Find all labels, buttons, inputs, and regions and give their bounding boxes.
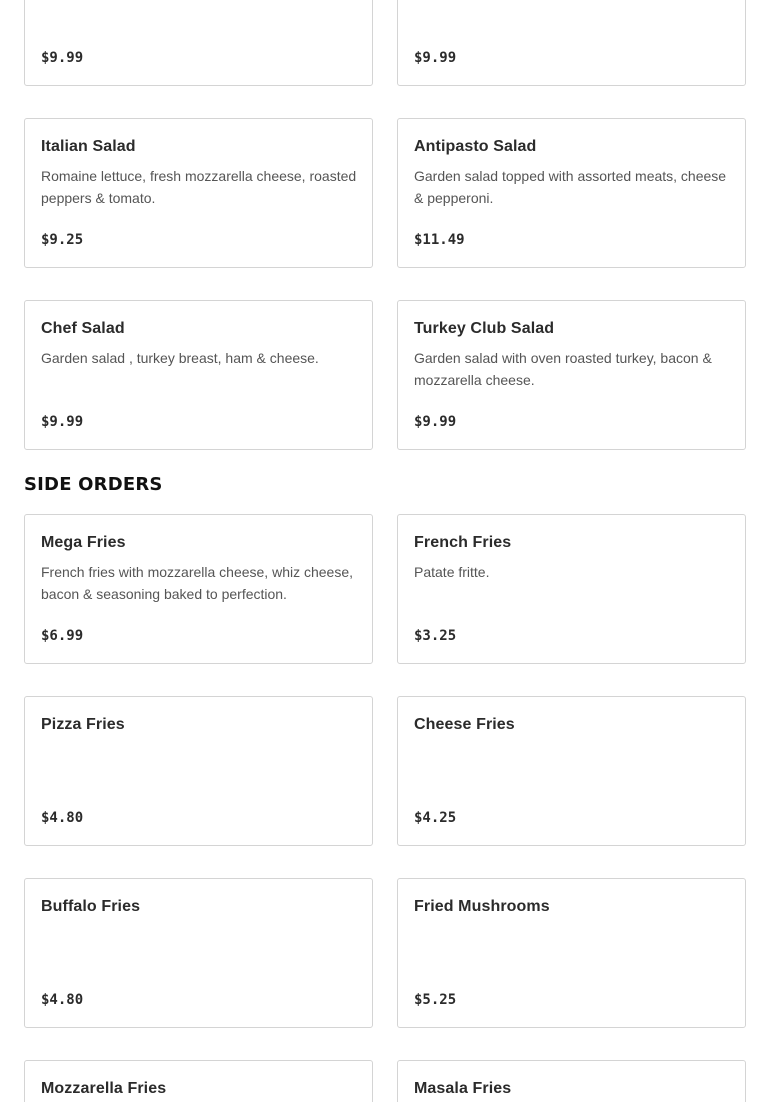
item-price: $3.25: [414, 628, 457, 644]
menu-item-card[interactable]: [24, 696, 373, 846]
menu-item-card[interactable]: [24, 1060, 373, 1102]
section-title-side-orders: SIDE ORDERS: [24, 474, 163, 495]
item-name: Mega Fries: [41, 534, 126, 551]
menu-item-card[interactable]: [397, 514, 746, 664]
item-price: $9.99: [414, 414, 457, 430]
item-name: Turkey Club Salad: [414, 320, 555, 337]
item-price: $9.99: [41, 50, 84, 66]
item-name: Cheese Fries: [414, 716, 515, 733]
item-name: French Fries: [414, 534, 512, 551]
item-description: Garden salad with oven roasted turkey, bacon & mozzarella cheese.: [414, 350, 712, 388]
menu-item-card[interactable]: [24, 514, 373, 664]
item-price: $9.99: [414, 50, 457, 66]
item-price: $4.80: [41, 810, 84, 826]
menu-item-card[interactable]: [397, 878, 746, 1028]
item-price: $5.25: [414, 992, 457, 1008]
item-description: French fries with mozzarella cheese, whiz cheese, bacon & seasoning baked to perfection.: [41, 564, 354, 602]
item-price: $4.80: [41, 992, 84, 1008]
item-name: Italian Salad: [41, 138, 136, 155]
item-price: $11.49: [414, 232, 465, 248]
item-price: $9.99: [41, 414, 84, 430]
item-price: $4.25: [414, 810, 457, 826]
side-orders-grid: [24, 514, 746, 1102]
item-name: Fried Mushrooms: [414, 898, 550, 915]
menu-item-card[interactable]: [397, 300, 746, 450]
menu-item-card[interactable]: [24, 878, 373, 1028]
item-description: Garden salad topped with assorted meats, cheese & pepperoni.: [414, 168, 727, 206]
item-price: $9.25: [41, 232, 84, 248]
menu-item-card[interactable]: [397, 118, 746, 268]
menu-item-card[interactable]: [24, 0, 373, 86]
item-description: Romaine lettuce, fresh mozzarella cheese, roasted peppers & tomato.: [41, 168, 357, 206]
menu-item-card[interactable]: [397, 1060, 746, 1102]
item-price: $6.99: [41, 628, 84, 644]
item-name: Chef Salad: [41, 320, 125, 337]
salads-grid: [24, 0, 746, 450]
menu-item-card[interactable]: [24, 118, 373, 268]
menu-item-card[interactable]: [24, 300, 373, 450]
menu-item-card[interactable]: [397, 696, 746, 846]
menu-item-card[interactable]: [397, 0, 746, 86]
item-name: Mozzarella Fries: [41, 1080, 167, 1097]
item-name: Buffalo Fries: [41, 898, 141, 915]
item-description: Patate fritte.: [414, 564, 490, 580]
item-name: Antipasto Salad: [414, 138, 537, 155]
item-name: Masala Fries: [414, 1080, 512, 1097]
item-name: Pizza Fries: [41, 716, 125, 733]
item-description: Garden salad , turkey breast, ham & cheese.: [41, 350, 319, 366]
